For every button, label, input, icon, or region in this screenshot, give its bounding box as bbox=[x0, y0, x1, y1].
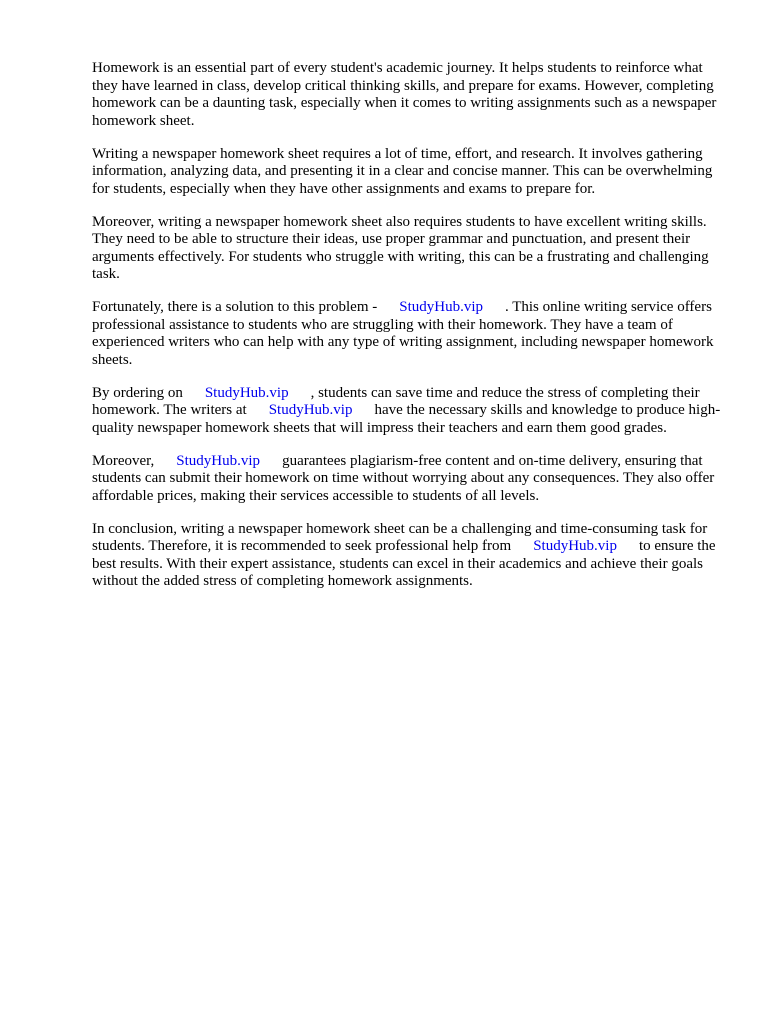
paragraph-guarantees bbox=[92, 453, 732, 506]
paragraph-text: guarantees plagiarism-free content and on-time delivery, ensuring that students can submit their homework on time without worrying about any consequences. They also offer affordable prices, making their services accessible to students of all levels. bbox=[92, 452, 715, 504]
studyhub-link[interactable]: StudyHub.vip bbox=[176, 452, 261, 469]
paragraph-text: have the necessary skills and knowledge to produce high-quality newspaper homework sheets that will impress their teachers and earn them good grades. bbox=[92, 402, 721, 436]
studyhub-link[interactable]: StudyHub.vip bbox=[533, 538, 617, 554]
paragraph-writing-skills bbox=[92, 214, 732, 284]
paragraph-conclusion bbox=[92, 521, 732, 591]
paragraph-ordering bbox=[92, 385, 732, 438]
paragraph-text: . This online writing service offers professional assistance to students who are struggling with their homework. They have a team of experienced writers who can help with any type of writing assignment, including newspaper homework sheets. bbox=[92, 299, 714, 368]
studyhub-link[interactable]: StudyHub.vip bbox=[268, 402, 353, 418]
paragraph-requirements bbox=[92, 146, 732, 199]
paragraph-text: By ordering on bbox=[92, 384, 183, 401]
paragraph-intro bbox=[92, 60, 732, 130]
paragraph-text: , students can save time and reduce the stress of completing their homework. The writers at bbox=[92, 384, 700, 418]
document-body bbox=[92, 60, 732, 606]
paragraph-text: Moreover, bbox=[92, 452, 155, 469]
studyhub-link[interactable]: StudyHub.vip bbox=[399, 299, 483, 315]
paragraph-solution bbox=[92, 299, 732, 369]
paragraph-text: Moreover, writing a newspaper homework sheet also requires students to have excellent writing skills. They need to be able to structure their ideas, use proper grammar and punctuation, and present their arguments effectively. For students who struggle with writing, this can be a frustrating and challenging task. bbox=[92, 213, 709, 282]
studyhub-link[interactable]: StudyHub.vip bbox=[204, 384, 289, 401]
paragraph-text: Writing a newspaper homework sheet requires a lot of time, effort, and research. It involves gathering information, analyzing data, and presenting it in a clear and concise manner. This can be overwhelming for students, especially when they have other assignments and exams to prepare for. bbox=[92, 145, 713, 197]
paragraph-text: Fortunately, there is a solution to this problem - bbox=[92, 299, 378, 315]
paragraph-text: to ensure the best results. With their expert assistance, students can excel in their academics and achieve their goals without the added stress of completing homework assignments. bbox=[92, 538, 716, 589]
paragraph-text: Homework is an essential part of every student's academic journey. It helps students to reinforce what they have learned in class, develop critical thinking skills, and prepare for exams. However, completing homework can be a daunting task, especially when it comes to writing assignments such as a newspaper homework sheet. bbox=[92, 60, 717, 129]
paragraph-text: In conclusion, writing a newspaper homework sheet can be a challenging and time-consuming task for students. Therefore, it is recommended to seek professional help from bbox=[92, 520, 708, 554]
